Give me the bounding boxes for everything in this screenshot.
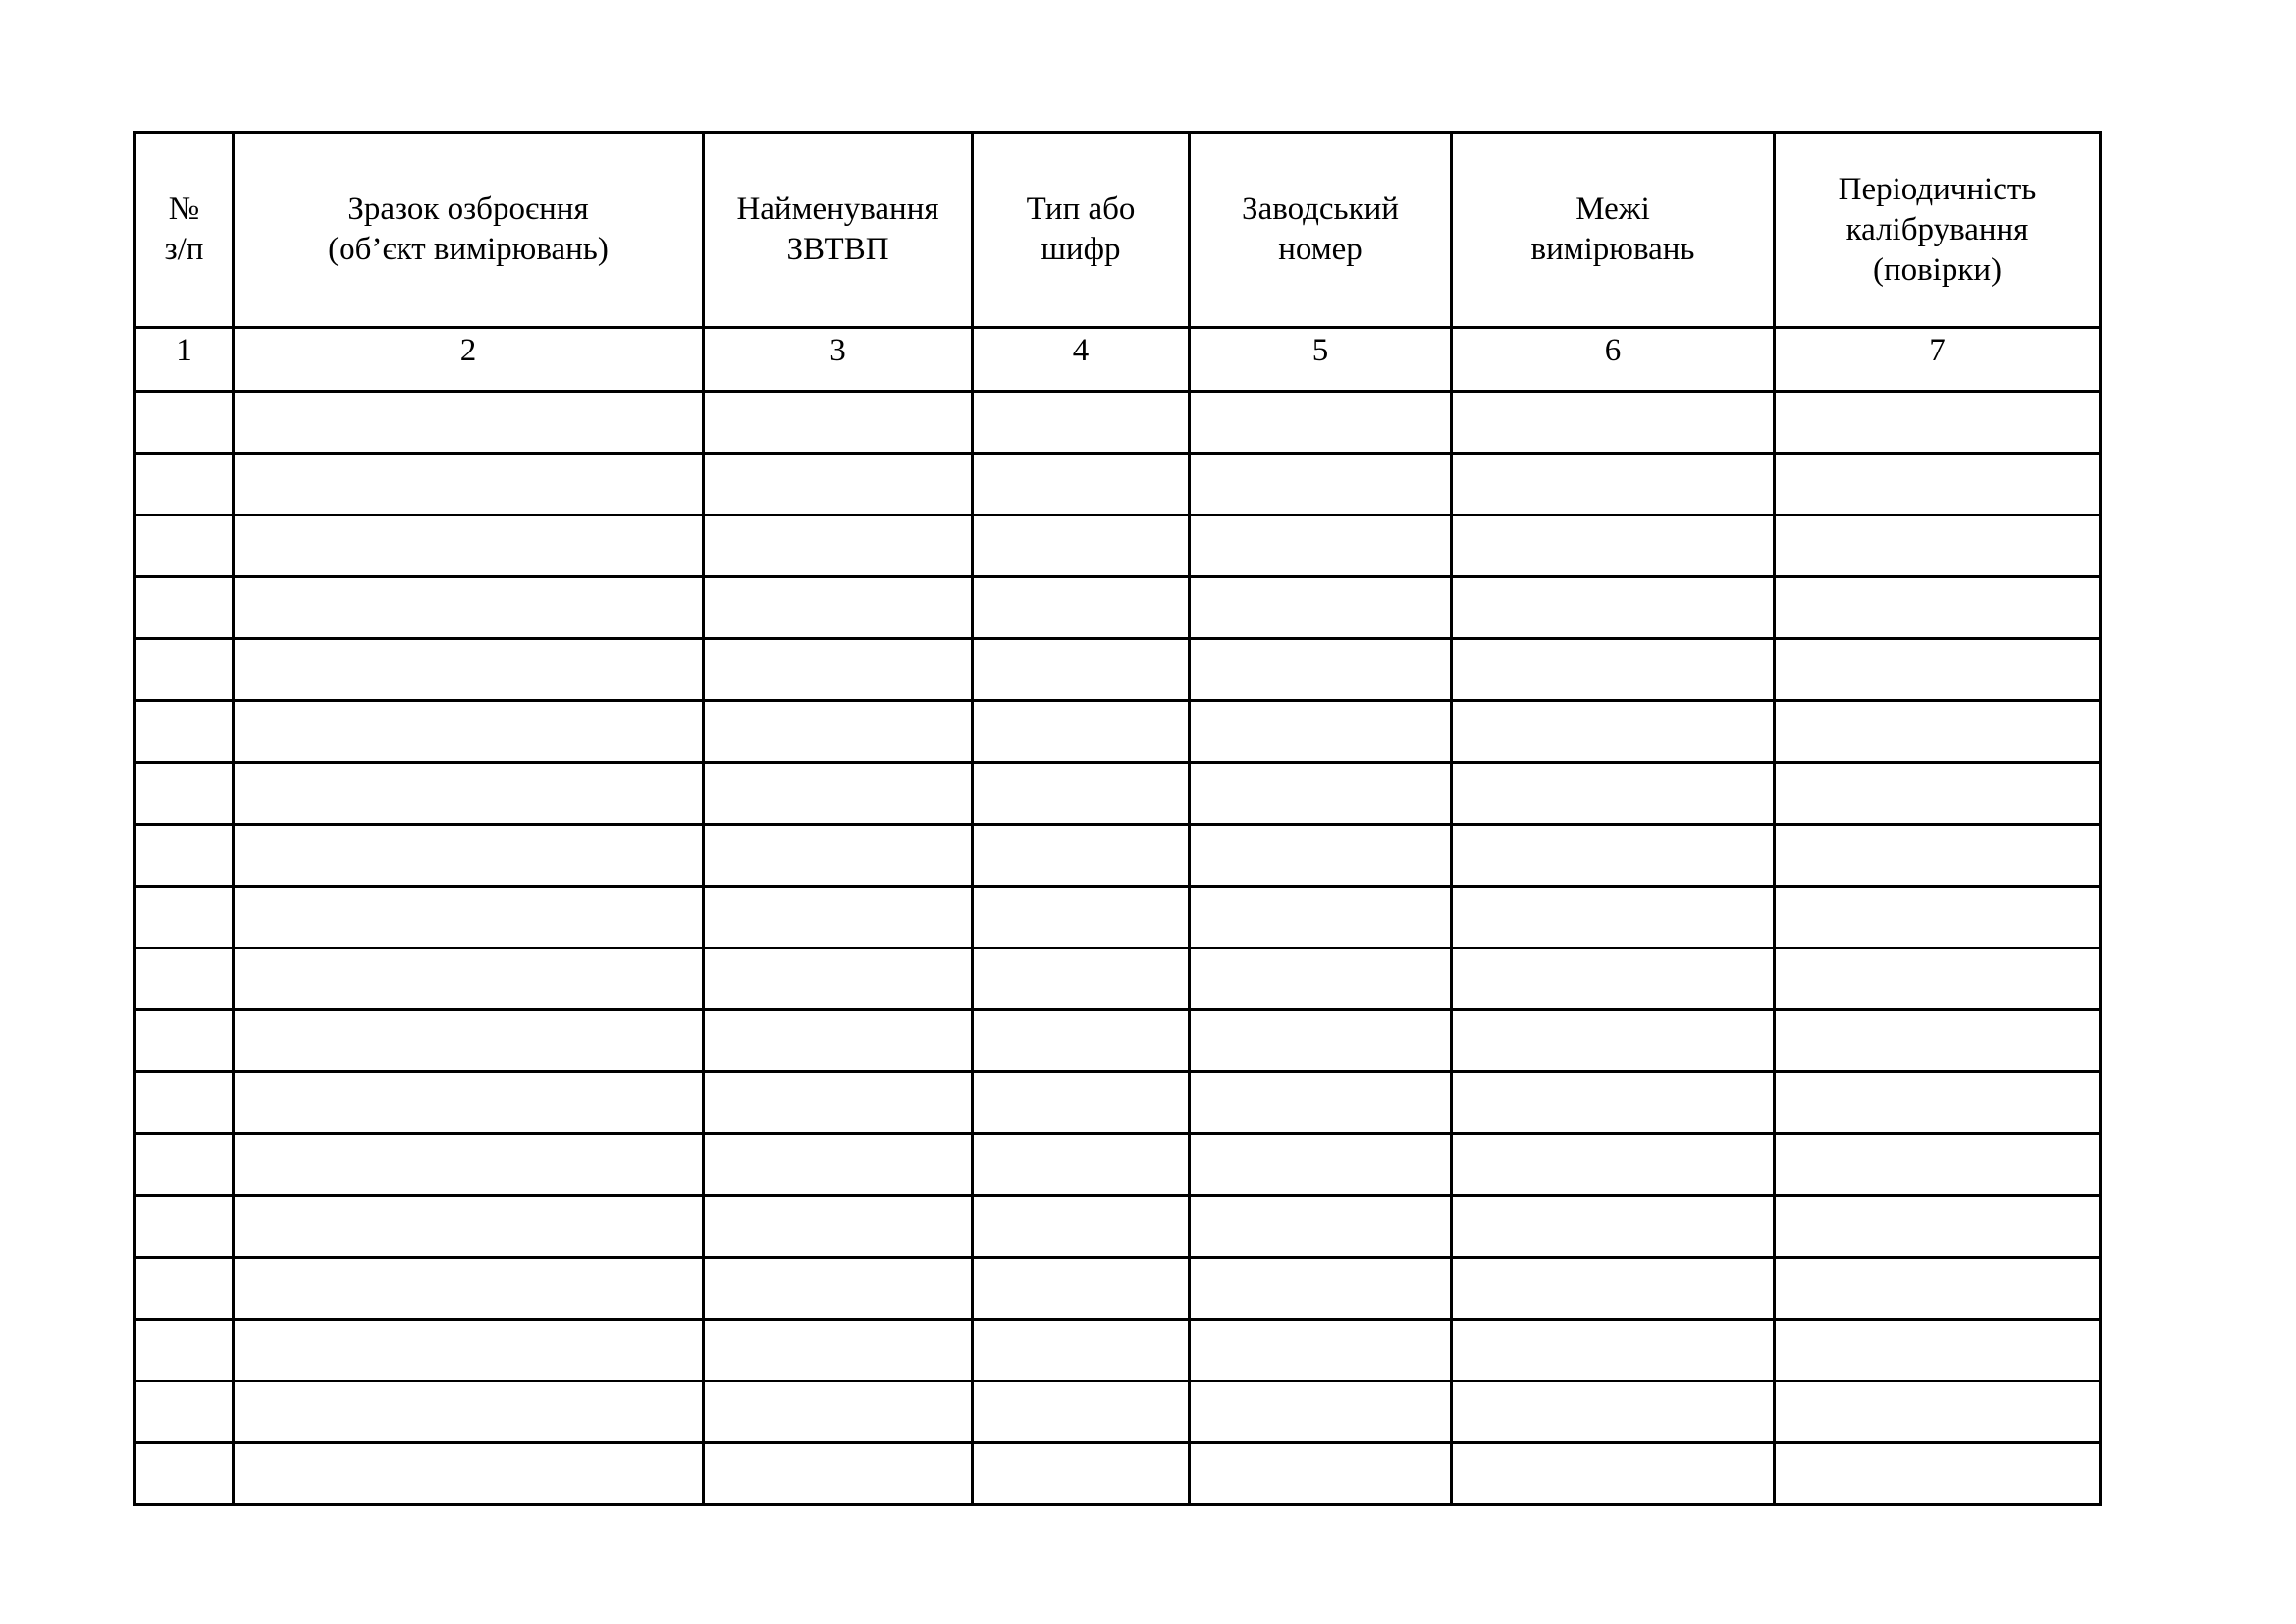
table-row: [135, 1010, 2101, 1072]
header-cell-line: №: [168, 191, 200, 227]
table-row: [135, 887, 2101, 948]
table-row: [135, 515, 2101, 577]
table-cell: [1452, 1443, 1775, 1505]
table-cell: [704, 577, 973, 639]
header-cell-line: (об’єкт вимірювань): [328, 232, 609, 267]
table-cell: [704, 1381, 973, 1443]
table-cell: [1775, 639, 2101, 701]
table-cell: [704, 701, 973, 763]
table-cell: [704, 639, 973, 701]
measuring-instruments-table: [133, 131, 2102, 1506]
table-cell: [234, 1072, 704, 1134]
table-row: [135, 825, 2101, 887]
table-cell: [234, 515, 704, 577]
table-cell: [1452, 515, 1775, 577]
table-cell: [973, 1010, 1190, 1072]
table-cell: [973, 1443, 1190, 1505]
header-cell-line: з/п: [164, 232, 204, 267]
table-cell: [234, 948, 704, 1010]
table-cell: [135, 1258, 234, 1320]
table-cell: [234, 1196, 704, 1258]
table-cell: [1775, 825, 2101, 887]
table-cell: [1452, 577, 1775, 639]
header-cell-measurement-limits: [1452, 133, 1775, 328]
table-cell: [1452, 763, 1775, 825]
table-cell: [234, 639, 704, 701]
table-cell: [1190, 825, 1452, 887]
table-cell: [135, 763, 234, 825]
table-row: [135, 1134, 2101, 1196]
table-cell: [1452, 948, 1775, 1010]
column-number-cell: 3: [704, 328, 973, 392]
column-number-cell: 6: [1452, 328, 1775, 392]
header-cell-serial-number: [1190, 133, 1452, 328]
table-cell: [973, 454, 1190, 515]
table-cell: [1190, 454, 1452, 515]
table-row: [135, 1258, 2101, 1320]
table-cell: [1452, 454, 1775, 515]
table-row: [135, 639, 2101, 701]
table-row: [135, 454, 2101, 515]
table-cell: [973, 701, 1190, 763]
table-cell: [135, 515, 234, 577]
table-cell: [1452, 639, 1775, 701]
table-cell: [1190, 639, 1452, 701]
table-cell: [1775, 1196, 2101, 1258]
table-cell: [135, 639, 234, 701]
table-cell: [1190, 887, 1452, 948]
table-cell: [973, 948, 1190, 1010]
table-cell: [1775, 701, 2101, 763]
table-cell: [1452, 1134, 1775, 1196]
table-cell: [1775, 454, 2101, 515]
table-cell: [234, 701, 704, 763]
header-cell-line: Межі: [1575, 191, 1650, 227]
table-cell: [1190, 515, 1452, 577]
table-cell: [1775, 515, 2101, 577]
table-cell: [973, 1196, 1190, 1258]
header-cell-calibration-period: [1775, 133, 2101, 328]
table-row: [135, 577, 2101, 639]
table-cell: [135, 1072, 234, 1134]
table-cell: [1190, 1134, 1452, 1196]
table-cell: [1190, 1443, 1452, 1505]
header-cell-line: Зразок озброєння: [347, 191, 589, 227]
table-cell: [1190, 701, 1452, 763]
table-cell: [1190, 1196, 1452, 1258]
table-cell: [234, 1320, 704, 1381]
table-cell: [234, 1381, 704, 1443]
table-cell: [973, 1072, 1190, 1134]
table-cell: [1775, 948, 2101, 1010]
table-cell: [1775, 577, 2101, 639]
table-cell: [1452, 825, 1775, 887]
table-cell: [704, 515, 973, 577]
table-body: [135, 133, 2101, 1505]
table-cell: [1775, 1381, 2101, 1443]
table-row: [135, 948, 2101, 1010]
header-cell-line: Заводський: [1242, 191, 1399, 227]
table-cell: [234, 577, 704, 639]
table-cell: [1190, 392, 1452, 454]
header-cell-instrument-name: [704, 133, 973, 328]
table-row: [135, 1196, 2101, 1258]
table-cell: [1775, 1010, 2101, 1072]
table-cell: [1190, 1381, 1452, 1443]
column-number-cell: 5: [1190, 328, 1452, 392]
table-cell: [1452, 392, 1775, 454]
table-cell: [973, 825, 1190, 887]
table-cell: [704, 1320, 973, 1381]
table-row: [135, 1072, 2101, 1134]
table-cell: [973, 515, 1190, 577]
table-cell: [1190, 1320, 1452, 1381]
table-cell: [704, 1010, 973, 1072]
table-cell: [1775, 1320, 2101, 1381]
table-cell: [1452, 1196, 1775, 1258]
table-cell: [135, 1134, 234, 1196]
table-cell: [704, 392, 973, 454]
table-cell: [1452, 1320, 1775, 1381]
table-cell: [135, 1196, 234, 1258]
table-cell: [135, 1443, 234, 1505]
header-cell-line: ЗВТВП: [786, 232, 889, 267]
table-cell: [1775, 1258, 2101, 1320]
table-cell: [135, 1381, 234, 1443]
table-cell: [234, 454, 704, 515]
table-cell: [973, 392, 1190, 454]
table-row: [135, 1381, 2101, 1443]
header-cell-line: Найменування: [736, 191, 939, 227]
header-row: [135, 133, 2101, 328]
table-cell: [234, 1010, 704, 1072]
column-number-cell: 7: [1775, 328, 2101, 392]
table-cell: [1775, 1443, 2101, 1505]
table-cell: [973, 1134, 1190, 1196]
table-cell: [704, 1134, 973, 1196]
table-row: [135, 1443, 2101, 1505]
table-row: [135, 1320, 2101, 1381]
header-cell-line: Тип або: [1026, 191, 1136, 227]
table-cell: [135, 1320, 234, 1381]
header-cell-line: (повірки): [1872, 251, 2002, 288]
table-cell: [973, 639, 1190, 701]
column-number-cell: 4: [973, 328, 1190, 392]
header-cell-line: номер: [1278, 232, 1362, 267]
table-cell: [1190, 1010, 1452, 1072]
header-cell-line: Періодичність: [1838, 171, 2037, 207]
table-cell: [704, 454, 973, 515]
table-cell: [973, 1320, 1190, 1381]
table-cell: [1775, 1072, 2101, 1134]
table-cell: [973, 577, 1190, 639]
table-cell: [135, 948, 234, 1010]
table-cell: [973, 1381, 1190, 1443]
table-cell: [135, 454, 234, 515]
table-cell: [1452, 1381, 1775, 1443]
header-cell-weapon-sample: [234, 133, 704, 328]
table-cell: [973, 1258, 1190, 1320]
table-cell: [234, 1134, 704, 1196]
table-cell: [135, 392, 234, 454]
table-cell: [704, 1072, 973, 1134]
table-cell: [1452, 887, 1775, 948]
column-number-cell: 2: [234, 328, 704, 392]
table-cell: [704, 825, 973, 887]
table-cell: [1452, 701, 1775, 763]
table-cell: [704, 1196, 973, 1258]
table-cell: [1452, 1010, 1775, 1072]
table-row: [135, 763, 2101, 825]
table-cell: [704, 948, 973, 1010]
table-cell: [234, 392, 704, 454]
table-row: [135, 392, 2101, 454]
table-cell: [135, 701, 234, 763]
header-cell-number: [135, 133, 234, 328]
header-cell-type: [973, 133, 1190, 328]
table-cell: [704, 887, 973, 948]
table-cell: [1190, 763, 1452, 825]
table-cell: [1190, 577, 1452, 639]
table-cell: [234, 1258, 704, 1320]
table-cell: [704, 1258, 973, 1320]
table-cell: [1775, 887, 2101, 948]
table-cell: [135, 577, 234, 639]
header-cell-line: калібрування: [1845, 211, 2029, 247]
table-cell: [1775, 763, 2101, 825]
header-cell-line: шифр: [1041, 232, 1121, 267]
table-row: [135, 701, 2101, 763]
table-cell: [234, 825, 704, 887]
column-number-cell: 1: [135, 328, 234, 392]
table-cell: [973, 887, 1190, 948]
table-cell: [1190, 1258, 1452, 1320]
column-number-row: [135, 328, 2101, 392]
table-cell: [135, 1010, 234, 1072]
table-cell: [1452, 1258, 1775, 1320]
table-cell: [234, 763, 704, 825]
table-cell: [234, 1443, 704, 1505]
table-cell: [704, 763, 973, 825]
table-cell: [1775, 1134, 2101, 1196]
table-cell: [1190, 1072, 1452, 1134]
table-cell: [1452, 1072, 1775, 1134]
header-cell-line: вимірювань: [1530, 232, 1695, 267]
table-cell: [135, 887, 234, 948]
table-cell: [973, 763, 1190, 825]
table-cell: [704, 1443, 973, 1505]
table-cell: [1775, 392, 2101, 454]
table-cell: [135, 825, 234, 887]
table-cell: [234, 887, 704, 948]
table-cell: [1190, 948, 1452, 1010]
